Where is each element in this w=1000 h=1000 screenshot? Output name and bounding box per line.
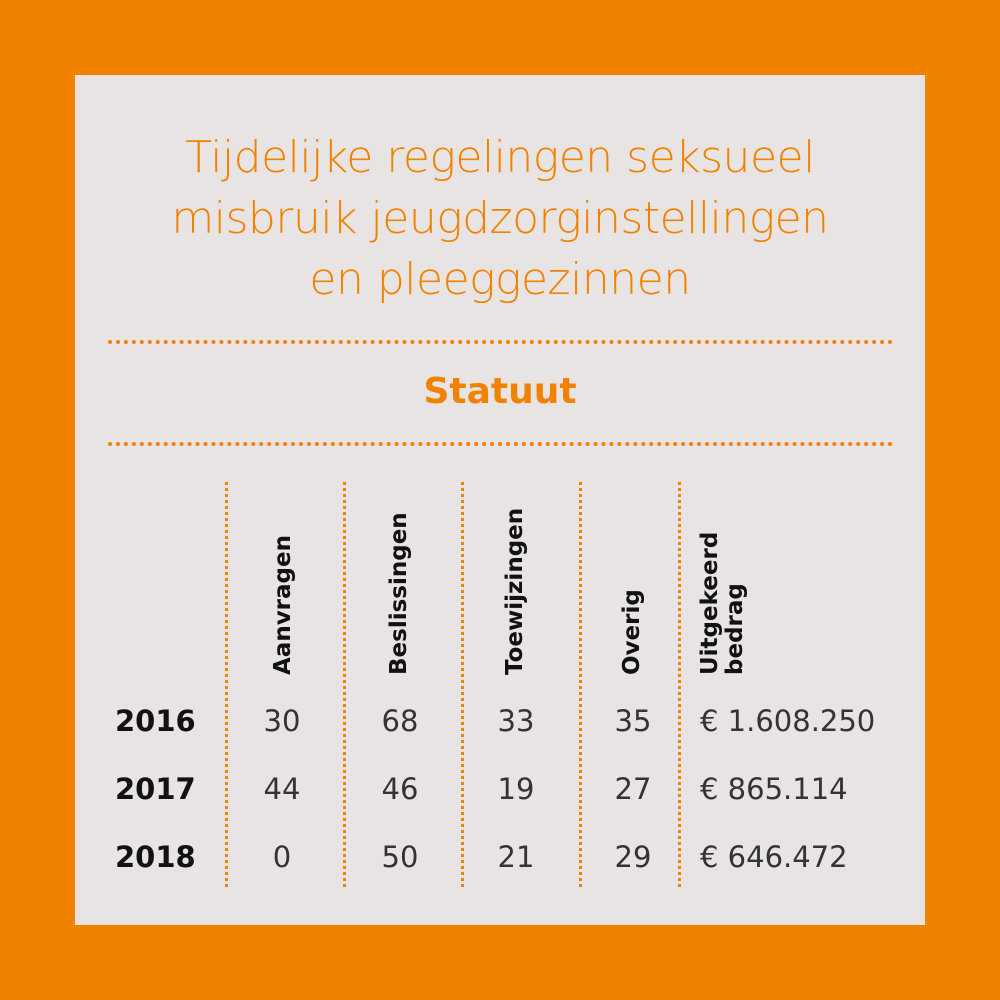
cell-aanvragen: 30 — [263, 704, 301, 738]
column-header-overig: Overig — [619, 589, 645, 675]
cell-aanvragen: 0 — [272, 840, 292, 874]
cell-uitgekeerd-bedrag: € 646.472 — [700, 840, 848, 874]
column-header-aanvragen: Aanvragen — [270, 535, 296, 675]
cell-overig: 29 — [614, 840, 652, 874]
column-separator — [461, 482, 464, 887]
cell-toewijzingen: 33 — [497, 704, 535, 738]
infographic-panel — [75, 75, 925, 925]
column-separator — [343, 482, 346, 887]
cell-uitgekeerd-bedrag: € 865.114 — [700, 772, 848, 806]
cell-overig: 27 — [614, 772, 652, 806]
divider-bottom — [108, 442, 893, 446]
cell-uitgekeerd-bedrag: € 1.608.250 — [700, 704, 876, 738]
cell-beslissingen: 50 — [381, 840, 419, 874]
cell-beslissingen: 46 — [381, 772, 419, 806]
column-header-toewijzingen: Toewijzingen — [502, 507, 528, 675]
column-separator — [678, 482, 681, 887]
column-header-line-1: Uitgekeerd — [697, 531, 723, 675]
cell-toewijzingen: 19 — [497, 772, 535, 806]
column-header-beslissingen: Beslissingen — [386, 512, 412, 675]
row-year-2018: 2018 — [115, 840, 196, 874]
divider-top — [108, 340, 893, 344]
cell-beslissingen: 68 — [381, 704, 419, 738]
column-separator — [225, 482, 228, 887]
column-separator — [579, 482, 582, 887]
chart-subtitle: Statuut — [423, 371, 577, 412]
cell-aanvragen: 44 — [263, 772, 301, 806]
row-year-2017: 2017 — [115, 772, 196, 806]
title-line-3: en pleeggezinnen — [309, 254, 691, 305]
cell-toewijzingen: 21 — [497, 840, 535, 874]
row-year-2016: 2016 — [115, 704, 196, 738]
cell-overig: 35 — [614, 704, 652, 738]
chart-title — [75, 127, 925, 310]
title-line-2: misbruik jeugdzorginstellingen — [171, 193, 829, 244]
column-header-line-2: bedrag — [722, 583, 748, 675]
title-line-1: Tijdelijke regelingen seksueel — [185, 132, 815, 183]
column-header-uitgekeerd-bedrag — [698, 532, 748, 675]
